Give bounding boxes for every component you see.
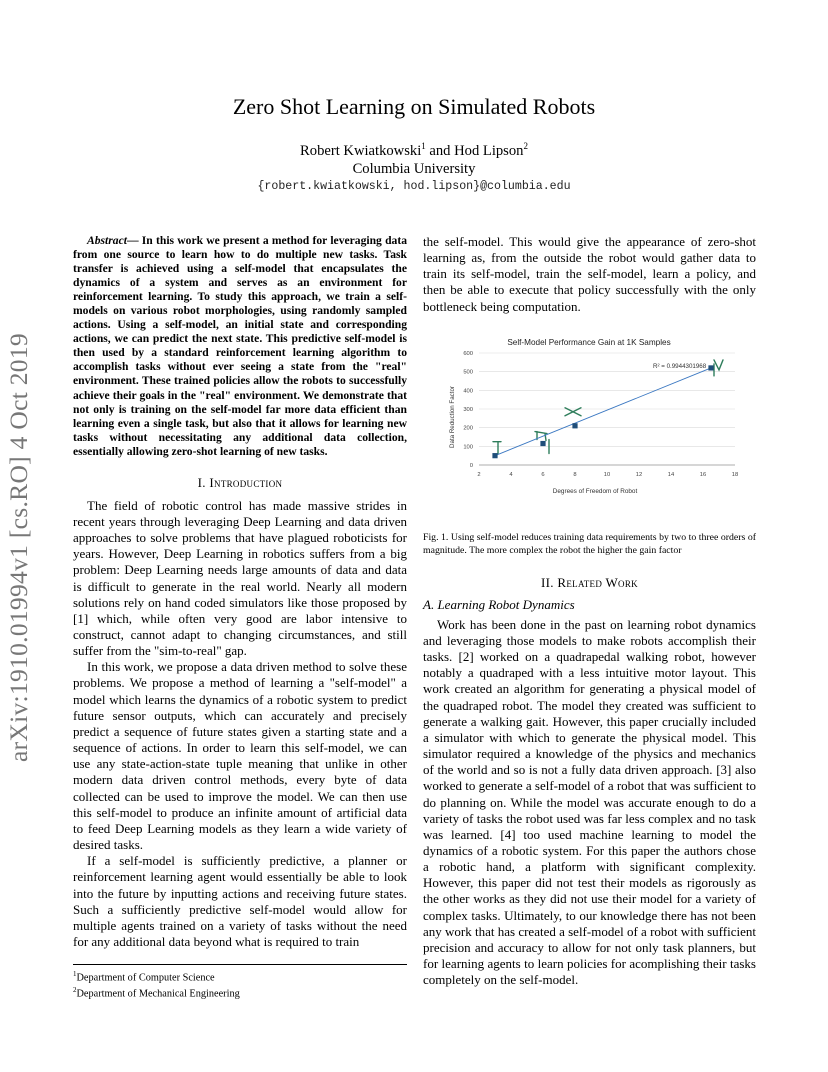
footnote-1-mark: 1 [73,970,77,978]
data-point [492,453,497,458]
paper-title: Zero Shot Learning on Simulated Robots [232,94,596,119]
footnote-2 [73,984,407,1000]
x-tick-label: 18 [731,471,739,478]
left-column [73,234,407,950]
intro-paragraph-2: In this work, we propose a data driven method to solve these problems. We propose a method of learning a "self-model" a model which learns the dynamics of a robotic system to predict future sensor outputs, which can accurately and precisely predict a sequence of future states given a starting state and a sequence of actions. In order to learn this self-model, we can use any state-action-state tuple meaning that unlike in other modern data driven control methods, every byte of data collected can be used to improve the model. We can then use this self-model to produce an infinite amount of artificial data to feed Deep Learning models as they learn a wide variety of desired tasks. [73,659,407,853]
y-tick-label: 400 [463,388,473,395]
data-point [572,423,577,428]
robot-leg [493,441,501,453]
robot-icon [493,441,501,453]
y-tick-label: 0 [469,462,473,469]
chart-y-ticks [463,351,473,469]
author-line [0,143,828,160]
author-2-affiliation-mark: 2 [523,141,528,152]
author-2: Hod Lipson [454,143,524,159]
x-tick-label: 10 [603,471,611,478]
section-heading-introduction [73,475,407,491]
footnote-2-mark: 2 [73,986,77,995]
arxiv-identifier: arXiv:1910.01994v1 [cs.RO] 4 Oct 2019 [4,333,33,762]
chart-x-ticks [477,472,738,478]
footnote-1-text: Department of Computer Science [76,972,215,984]
abstract [73,234,407,459]
footnote-2-text: Department of Mechanical Engineering [76,988,240,1000]
y-tick-label: 600 [463,350,473,357]
x-tick-label: 6 [541,471,545,478]
section-1-numeral: I. [197,474,210,490]
y-tick-label: 500 [463,369,473,376]
chart-annotation: R² = 0.9944301968 [653,362,707,370]
y-tick-label: 300 [463,406,473,413]
x-tick-label: 8 [573,471,577,478]
x-tick-label: 14 [667,471,675,478]
subsection-learning-robot-dynamics: A. Learning Robot Dynamics [423,596,575,612]
figure-1-chart [423,333,756,501]
x-tick-label: 2 [477,471,481,478]
author-emails: {robert.kwiatkowski, hod.lipson}@columbia.edu [257,180,571,193]
x-tick-label: 4 [509,471,513,478]
y-tick-label: 100 [463,444,473,451]
author-1-affiliation-mark: 1 [421,141,426,152]
related-work-paragraph: Work has been done in the past on learning robot dynamics and leveraging those models to make robots accomplish their tasks. [2] worked on a quadrapedal walking robot, however notably a quadraped with a less intuitive motor layout. This work created an algorithm for generating a physical model of the quadraped robot. The model they created was sufficient to generate a walking gait. However, this paper crucially included a simulator with which to generate the physical model. This simulator required a knowledge of the physics and mechanics of the world and so is not a fully data driven approach. [3] also worked to generate a self-model of a robot that was sufficient to do planning on. While the model was accurate enough to do a variety of tasks the robot used was far less complex and no task was learned. [4] too used machine learning to model the dynamics of a robotic system. For this paper the authors chose a robotic hand, a platform with significant complexity. However, this paper did not test their models as rigorously as the other works as they did not use their model for a variety of complex tasks. Ultimately, to our knowledge there has not been any work that has created a self-model of a robot with sufficient precision and accuracy to allow for not only task planners, but for learning agents to learn policies for acomplishing their tasks completely on the self-model. [423,616,756,988]
chart-y-axis-label: Data Reduction Factor [449,385,456,448]
right-column [423,234,756,988]
footnotes [73,964,407,1001]
robot-icons [493,360,723,454]
chart-trendline [495,368,711,456]
robot-arms [714,360,723,376]
author-conjunction: and [425,143,455,159]
figure-1-caption: Fig. 1. Using self-model reduces training data requirements by two to three orders of magnitude. The more complex the robot the higher the gain factor [423,531,756,556]
chart-title: Self-Model Performance Gain at 1K Samples [507,337,671,347]
arxiv-sidebar [4,292,44,762]
y-tick-label: 200 [463,425,473,432]
abstract-text: — In this work we present a method for leveraging data from one source to learn how to do multiple new tasks. Task transfer is achieved using a self-model that encapsulates the dynamics of a system and serves as an environment for reinforcement learning. To study this approach, we train a self-models on various robot morphologies, using randomly sampled actions. Using a self-model, an initial state and corresponding actions, we can predict the next state. This predictive self-model is then used by a standard reinforcement learning algorithm to accomplish tasks without ever seeing a state from the "real" environment. These trained policies allow the robots to successfully achieve their goals in the "real" environment. We demonstrate that not only is training on the self-model far more data efficient than learning even a single task, but also that it allows for learning new tasks without necessitating any additional data collection, essentially allowing zero-shot learning of new tasks. [73,234,407,458]
section-heading-related-work [423,575,756,591]
section-1-title: Introduction [209,474,283,490]
intro-paragraph-1: The field of robotic control has made massive strides in recent years through leveraging Deep Learning and data driven approaches to solve problems that have plagued roboticists for years. However, Deep Learning in robotics suffers from a big problem: Deep Learning needs large amounts of data and data is difficult to generate in the real world. Nearly all modern solutions rely on hand coded simulators like those proposed by [1] which, while often very good are labor intensive to construct, cannot adapt to changing circumstances, and still suffer from the "sim-to-real" gap. [73,497,407,659]
author-1: Robert Kwiatkowski [300,143,422,159]
section-2-title: Related Work [557,574,638,590]
trendline [495,368,711,456]
intro-paragraph-3-continued: the self-model. This would give the appearance of zero-shot learning as, from the outside the robot would gather data to train its self-model, train the self-model, learn a policy, and then be able to execute that policy successfully with the only bottleneck being computation. [423,234,756,314]
affiliation: Columbia University [352,161,476,177]
chart-x-axis-label: Degrees of Freedom of Robot [552,487,638,495]
section-2-numeral: II. [541,574,558,590]
x-tick-label: 12 [635,471,643,478]
x-tick-label: 16 [699,471,707,478]
abstract-label: Abstract [87,234,127,247]
intro-paragraph-3: If a self-model is sufficiently predictive, a planner or reinforcement learning agent would essentially be able to look into the future by inputting actions and receiving future states. Such a sufficiently predictive self-model would allow for multiple agents trained on a variety of tasks without the need for any additional data beyond what is required to train [73,853,407,949]
data-point [708,365,713,370]
footnote-1 [73,968,407,984]
data-point [540,441,545,446]
robot-icon [714,360,723,376]
